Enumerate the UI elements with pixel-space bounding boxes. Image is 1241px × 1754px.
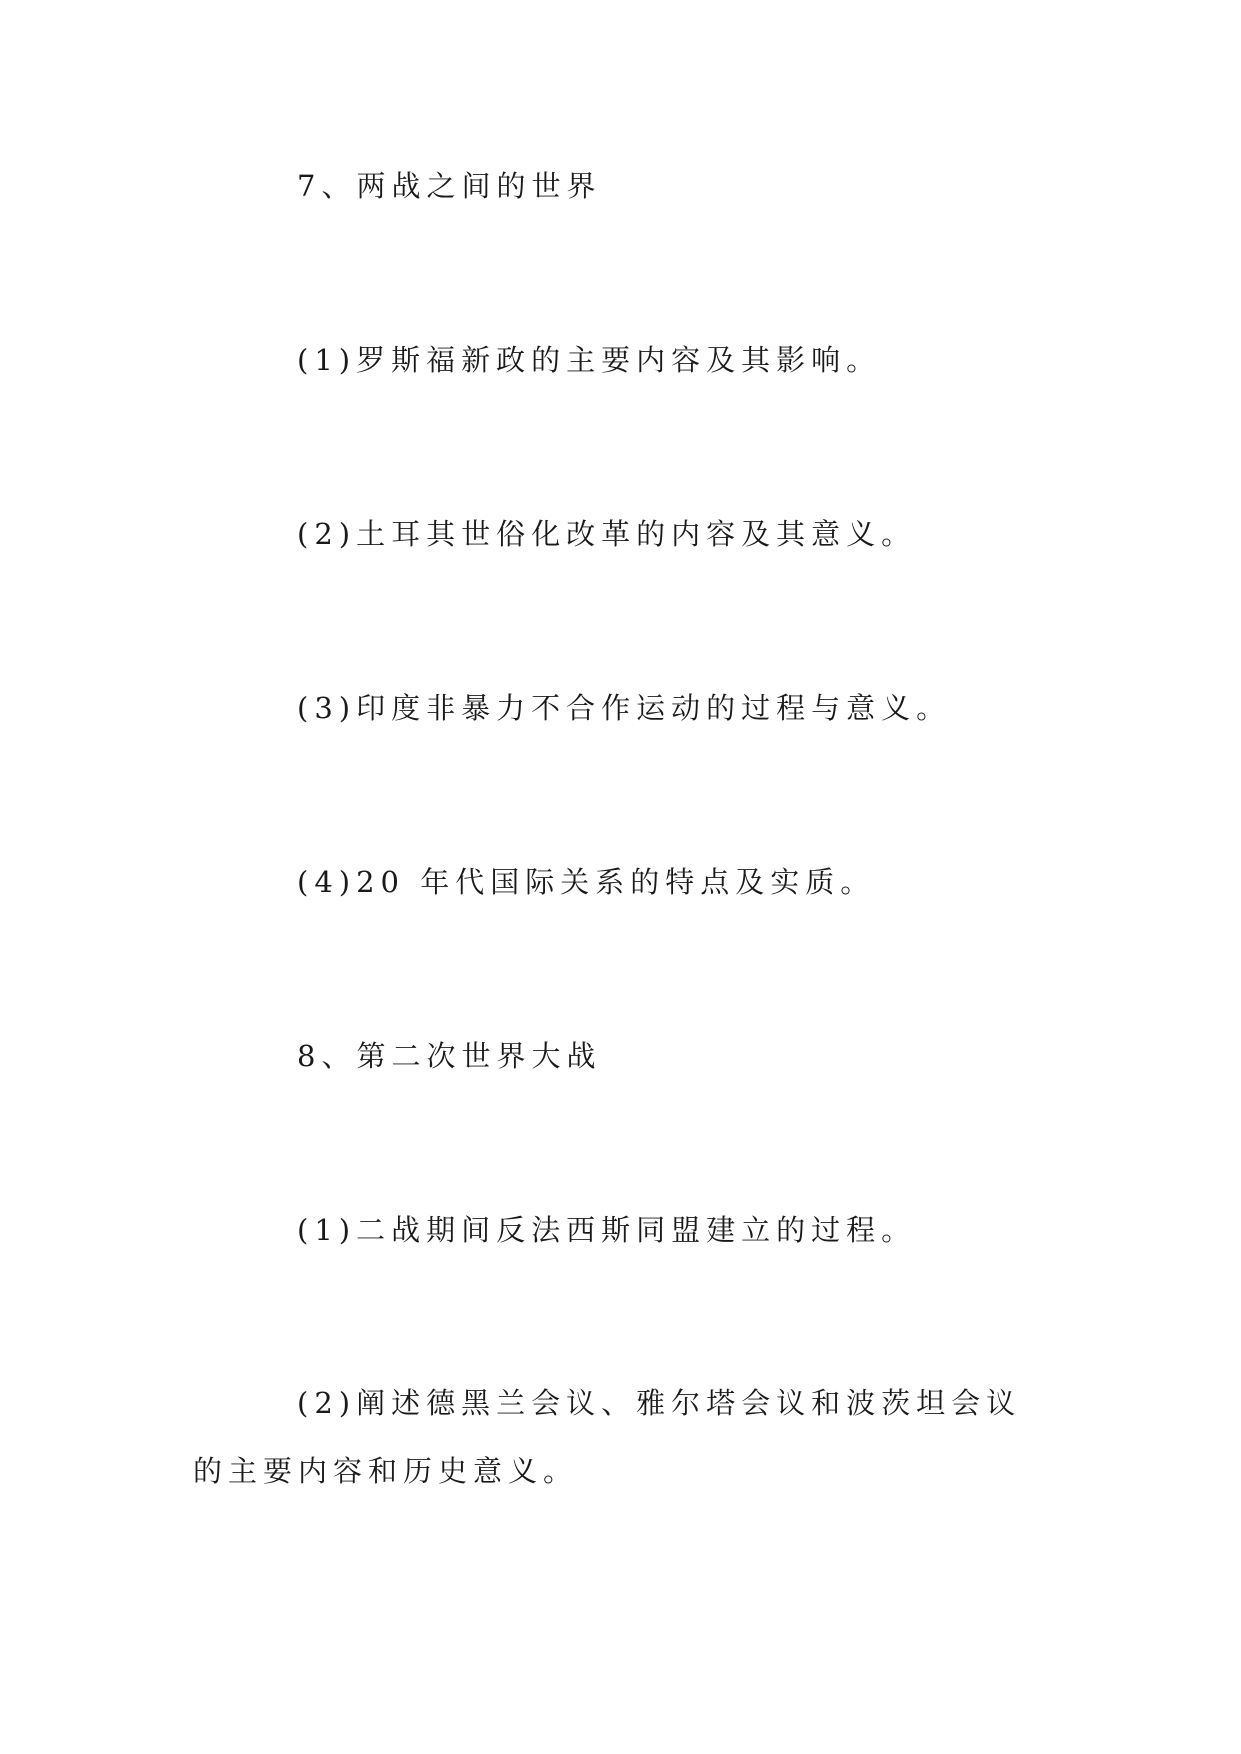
question-item: (2)土耳其世俗化改革的内容及其意义。 [297,517,917,551]
question-item: (3)印度非暴力不合作运动的过程与意义。 [297,691,952,725]
section-heading-8: 8、第二次世界大战 [297,1039,602,1073]
section-heading-7: 7、两战之间的世界 [297,169,602,203]
question-paragraph: (2)阐述德黑兰会议、雅尔塔会议和波茨坦会议的主要内容和历史意义。 [193,1386,1022,1488]
question-item: (4)20 年代国际关系的特点及实质。 [297,865,876,899]
question-item: (1)二战期间反法西斯同盟建立的过程。 [297,1213,917,1247]
question-item: (1)罗斯福新政的主要内容及其影响。 [297,343,882,377]
